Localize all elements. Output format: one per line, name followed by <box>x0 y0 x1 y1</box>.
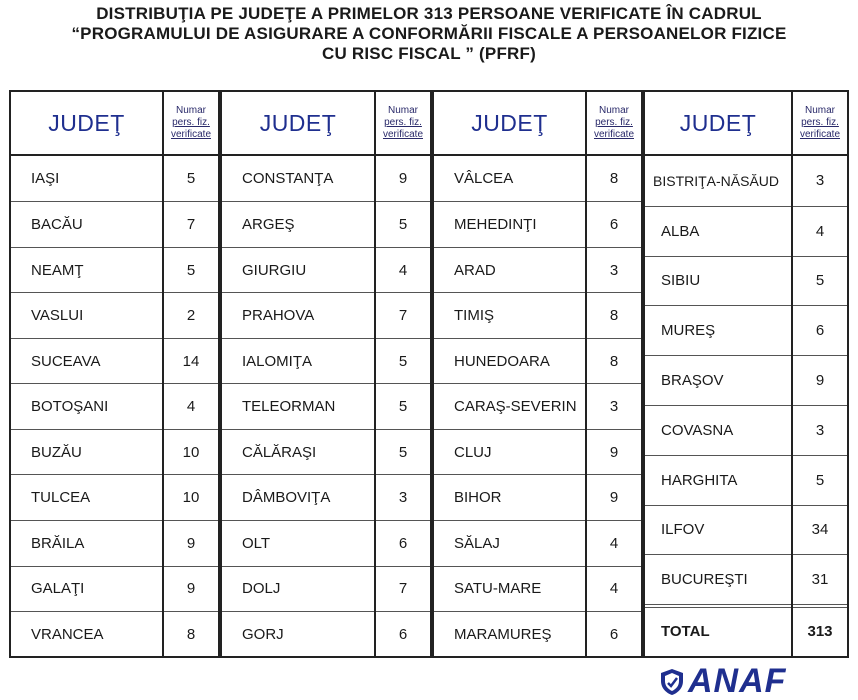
verified-count-cell: 313 <box>792 607 847 656</box>
county-name-cell: GIURGIU <box>222 247 375 293</box>
county-name-cell: CONSTANŢA <box>222 155 375 202</box>
verified-count-cell: 4 <box>792 206 847 256</box>
table-row <box>222 429 430 475</box>
table-header-row <box>11 92 218 155</box>
count-column-header <box>792 92 847 155</box>
count-header-line: Numar <box>804 105 835 116</box>
county-name-cell: COVASNA <box>645 405 792 455</box>
title-line-3: CU RISC FISCAL ” (PFRF) <box>322 44 536 63</box>
table-row <box>434 475 641 521</box>
verified-count-cell: 2 <box>163 293 218 339</box>
table-header-row <box>434 92 641 155</box>
verified-count-cell: 6 <box>586 612 641 656</box>
county-table <box>222 92 430 656</box>
verified-count-cell: 5 <box>792 256 847 306</box>
county-name-cell: HUNEDOARA <box>434 338 586 384</box>
table-row <box>222 155 430 202</box>
verified-count-cell: 9 <box>586 429 641 475</box>
table-row <box>645 405 847 455</box>
verified-count-cell: 4 <box>375 247 430 293</box>
verified-count-cell: 9 <box>586 475 641 521</box>
table-row <box>434 429 641 475</box>
county-name-cell: ARAD <box>434 247 586 293</box>
verified-count-cell: 5 <box>375 429 430 475</box>
table-row <box>645 505 847 555</box>
table-row <box>11 612 218 656</box>
county-name-cell: ALBA <box>645 206 792 256</box>
county-column-header: JUDEŢ <box>222 92 375 155</box>
table-row <box>11 521 218 567</box>
table-row <box>434 521 641 567</box>
table-row <box>645 356 847 406</box>
table-row <box>222 566 430 612</box>
verified-count-cell: 9 <box>163 521 218 567</box>
table-header-row <box>222 92 430 155</box>
county-name-cell: SĂLAJ <box>434 521 586 567</box>
count-header-line: pers. fiz. <box>384 117 422 128</box>
verified-count-cell: 9 <box>163 566 218 612</box>
county-name-cell: TIMIŞ <box>434 293 586 339</box>
table-row <box>645 256 847 306</box>
title-line-1: DISTRIBUŢIA PE JUDEŢE A PRIMELOR 313 PERSOANE VERIFICATE ÎN CADRUL <box>96 4 762 23</box>
verified-count-cell: 31 <box>792 555 847 605</box>
county-name-cell: MEHEDINŢI <box>434 202 586 248</box>
county-table <box>11 92 218 656</box>
verified-count-cell: 8 <box>586 293 641 339</box>
county-name-cell: MARAMUREŞ <box>454 625 552 643</box>
table-row <box>645 555 847 605</box>
title-line-2: “PROGRAMULUI DE ASIGURARE A CONFORMĂRII FISCALE A PERSOANELOR FIZICE <box>71 24 787 43</box>
count-header-line: pers. fiz. <box>801 117 839 128</box>
county-table <box>645 92 847 656</box>
verified-count-cell: 10 <box>163 475 218 521</box>
table-row <box>11 202 218 248</box>
count-header-line: pers. fiz. <box>595 117 633 128</box>
county-name-cell: VÂLCEA <box>434 155 586 202</box>
count-header-line: Numar <box>175 105 206 116</box>
table-row <box>434 155 641 202</box>
table-row <box>434 293 641 339</box>
county-name-cell: ILFOV <box>645 505 792 555</box>
county-name-cell: HARGHITA <box>645 455 792 505</box>
verified-count-cell: 5 <box>163 247 218 293</box>
verified-count-cell: 34 <box>792 505 847 555</box>
verified-count-cell: 3 <box>586 384 641 430</box>
count-column-header <box>375 92 430 155</box>
table-row <box>645 607 847 656</box>
county-name-cell: BOTOŞANI <box>11 384 163 430</box>
verified-count-cell: 6 <box>375 612 430 656</box>
table-block-4 <box>643 90 849 658</box>
county-name-cell: BUCUREŞTI <box>645 555 792 605</box>
shield-icon <box>660 668 684 696</box>
table-row <box>11 293 218 339</box>
county-name-cell: OLT <box>222 521 375 567</box>
table-row <box>434 247 641 293</box>
document-title <box>0 4 858 64</box>
verified-count-cell: 3 <box>792 155 847 206</box>
table-row <box>222 521 430 567</box>
county-name-cell: TOTAL <box>661 623 710 641</box>
verified-count-cell: 9 <box>375 155 430 202</box>
verified-count-cell: 5 <box>375 202 430 248</box>
table-row <box>645 455 847 505</box>
verified-count-cell: 9 <box>792 356 847 406</box>
table-header-row <box>645 92 847 155</box>
verified-count-cell: 8 <box>163 612 218 656</box>
verified-count-cell: 6 <box>792 306 847 356</box>
verified-count-cell: 5 <box>375 384 430 430</box>
logo-text: ANAF <box>688 662 787 700</box>
table-block-1 <box>9 90 220 658</box>
county-name-cell: BRAŞOV <box>645 356 792 406</box>
county-name-cell: PRAHOVA <box>222 293 375 339</box>
county-name-cell: CLUJ <box>434 429 586 475</box>
county-column-header: JUDEŢ <box>434 92 586 155</box>
county-name-cell: BUZĂU <box>11 429 163 475</box>
table-row <box>11 429 218 475</box>
table-row <box>434 384 641 430</box>
county-name-cell: ARGEŞ <box>222 202 375 248</box>
verified-count-cell: 14 <box>163 338 218 384</box>
count-header-line: verificate <box>799 129 840 140</box>
table-row <box>645 306 847 356</box>
verified-count-cell: 5 <box>792 455 847 505</box>
verified-count-cell: 8 <box>586 155 641 202</box>
county-name-cell: VASLUI <box>11 293 163 339</box>
verified-count-cell: 5 <box>163 155 218 202</box>
table-row <box>222 612 430 656</box>
count-header-line: pers. fiz. <box>172 117 210 128</box>
county-name-cell: TULCEA <box>11 475 163 521</box>
table-block-3 <box>432 90 643 658</box>
county-name-cell: DÂMBOVIŢA <box>222 475 375 521</box>
table-row <box>11 384 218 430</box>
county-name-cell: CARAŞ-SEVERIN <box>434 384 586 430</box>
table-row <box>222 384 430 430</box>
table-row <box>11 247 218 293</box>
county-name-cell: BISTRIŢA-NĂSĂUD <box>645 155 792 206</box>
table-row <box>222 293 430 339</box>
county-name-cell: SATU-MARE <box>434 566 586 612</box>
county-name-cell: MUREŞ <box>645 306 792 356</box>
verified-count-cell: 10 <box>163 429 218 475</box>
table-row <box>11 155 218 202</box>
verified-count-cell: 8 <box>586 338 641 384</box>
county-name-cell: DOLJ <box>222 566 375 612</box>
verified-count-cell: 3 <box>375 475 430 521</box>
count-header-line: verificate <box>170 129 211 140</box>
table-block-2 <box>220 90 432 658</box>
county-name-cell: CĂLĂRAŞI <box>222 429 375 475</box>
county-name-cell: IAŞI <box>11 155 163 202</box>
verified-count-cell: 5 <box>375 338 430 384</box>
county-name-cell: GALAŢI <box>11 566 163 612</box>
verified-count-cell: 7 <box>375 566 430 612</box>
anaf-logo <box>660 664 820 698</box>
table-row <box>222 338 430 384</box>
county-name-cell: SIBIU <box>645 256 792 306</box>
table-row <box>222 475 430 521</box>
count-column-header <box>163 92 218 155</box>
table-row <box>11 566 218 612</box>
verified-count-cell: 4 <box>586 566 641 612</box>
verified-count-cell: 6 <box>586 202 641 248</box>
verified-count-cell: 4 <box>163 384 218 430</box>
verified-count-cell: 7 <box>163 202 218 248</box>
verified-count-cell: 3 <box>586 247 641 293</box>
county-name-cell: VRANCEA <box>31 625 104 643</box>
county-name-cell: SUCEAVA <box>11 338 163 384</box>
table-row <box>434 612 641 656</box>
table-row <box>222 247 430 293</box>
verified-count-cell: 7 <box>375 293 430 339</box>
count-header-line: verificate <box>593 129 634 140</box>
count-header-line: verificate <box>382 129 423 140</box>
county-table <box>434 92 641 656</box>
county-distribution-table <box>9 90 849 660</box>
verified-count-cell: 6 <box>375 521 430 567</box>
table-row <box>434 202 641 248</box>
table-row <box>11 475 218 521</box>
county-name-cell: IALOMIŢA <box>222 338 375 384</box>
county-name-cell: NEAMŢ <box>11 247 163 293</box>
verified-count-cell: 4 <box>586 521 641 567</box>
table-row <box>434 338 641 384</box>
county-name-cell: BRĂILA <box>11 521 163 567</box>
county-column-header: JUDEŢ <box>645 92 792 155</box>
table-row <box>645 155 847 206</box>
county-column-header: JUDEŢ <box>11 92 163 155</box>
count-column-header <box>586 92 641 155</box>
table-row <box>222 202 430 248</box>
table-row <box>434 566 641 612</box>
table-row <box>11 338 218 384</box>
count-header-line: Numar <box>598 105 629 116</box>
table-row <box>645 206 847 256</box>
verified-count-cell: 3 <box>792 405 847 455</box>
county-name-cell: BACĂU <box>11 202 163 248</box>
county-name-cell: GORJ <box>242 625 284 643</box>
county-name-cell: BIHOR <box>434 475 586 521</box>
county-name-cell: TELEORMAN <box>222 384 375 430</box>
count-header-line: Numar <box>387 105 418 116</box>
